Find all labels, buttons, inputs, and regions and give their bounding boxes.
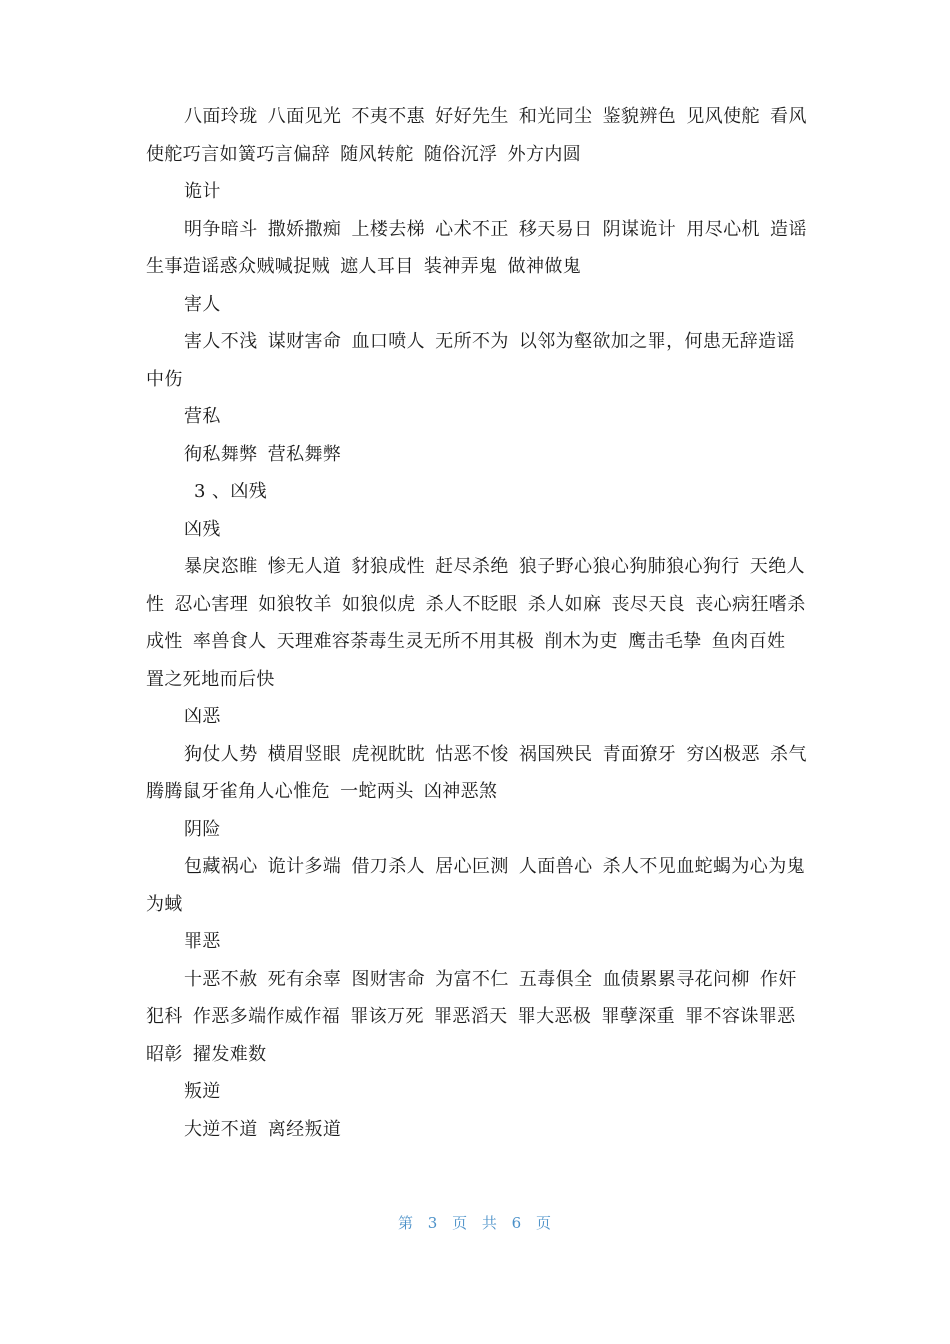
category-heading: 罪恶: [184, 931, 221, 952]
page-footer: 第 3 页 共 6 页: [398, 1214, 552, 1232]
category-heading: 阴险: [184, 818, 221, 840]
paragraph: 包藏祸心 诡计多端 借刀杀人 居心叵测 人面兽心 杀人不见血蛇蝎为心为鬼为蜮: [146, 856, 806, 915]
paragraph: 明争暗斗 撒娇撒痴 上楼去梯 心术不正 移天易日 阴谋诡计 用尽心机 造谣生事造谣惑众贼喊捉贼 遮人耳目 装神弄鬼 做神做鬼: [146, 218, 807, 277]
category-heading: 诡计: [184, 181, 221, 202]
category-heading: 凶残: [184, 518, 221, 540]
category-heading: 害人: [184, 293, 221, 315]
paragraph: 八面玲珑 八面见光 不夷不惠 好好先生 和光同尘 鉴貌辨色 见风使舵 看风使舵巧言如簧巧言偏辞 随风转舵 随俗沉浮 外方内圆: [146, 106, 807, 165]
category-heading: 营私: [184, 406, 221, 427]
document-body: [146, 98, 808, 1148]
paragraph: 暴戾恣睢 惨无人道 豺狼成性 赶尽杀绝 狼子野心狼心狗肺狼心狗行 天绝人性 忍心害理 如狼牧羊 如狼似虎 杀人不眨眼 杀人如麻 丧尽天良 丧心病狂嗜杀成性 率兽食人 天理难容荼毒生灵无所不用其极 削木为吏 鹰击毛挚 鱼肉百姓 置之死地而后快: [146, 556, 806, 690]
paragraph: 徇私舞弊 营私舞弊: [184, 443, 342, 465]
section-heading: 3 、凶残: [194, 481, 268, 502]
paragraph: 大逆不道 离经叛道: [184, 1118, 342, 1140]
paragraph: 十恶不赦 死有余辜 图财害命 为富不仁 五毒俱全 血债累累寻花问柳 作奸犯科 作恶多端作威作福 罪该万死 罪恶滔天 罪大恶极 罪孽深重 罪不容诛罪恶昭彰 擢发难数: [146, 968, 797, 1065]
category-heading: 叛逆: [184, 1081, 221, 1102]
paragraph: 害人不浅 谋财害命 血口喷人 无所不为 以邻为壑欲加之罪，何患无辞造谣中伤: [146, 331, 795, 390]
paragraph: 狗仗人势 横眉竖眼 虎视眈眈 怙恶不悛 祸国殃民 青面獠牙 穷凶极恶 杀气腾腾鼠牙雀角人心惟危 一蛇两头 凶神恶煞: [146, 743, 807, 802]
category-heading: 凶恶: [184, 706, 221, 727]
